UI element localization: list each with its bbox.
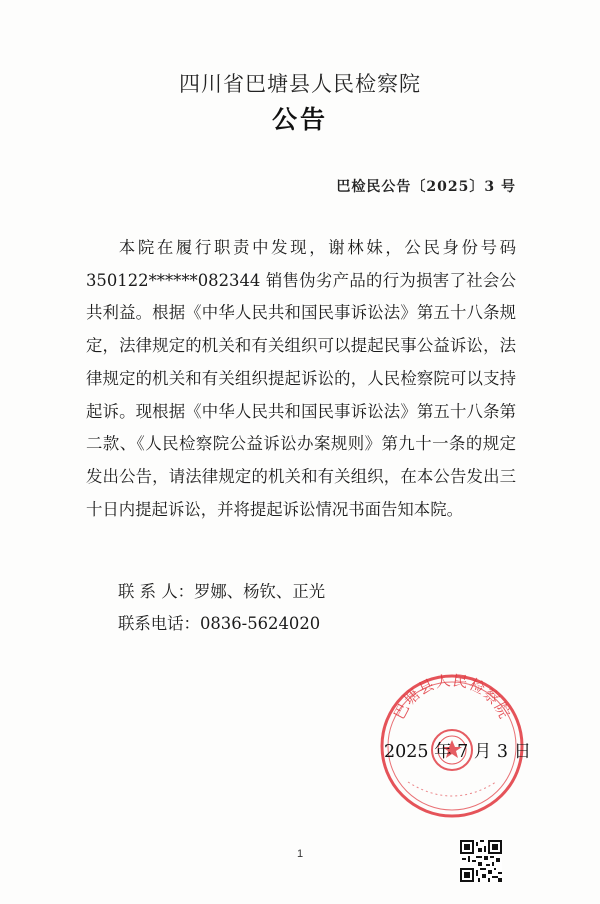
seal-text: 巴塘县人民检察院: [389, 672, 515, 723]
qr-code-icon: [460, 840, 502, 882]
document-number: 巴检民公告〔2025〕3 号: [336, 179, 516, 195]
contact-person-label: 联 系 人：: [118, 582, 194, 601]
announcement-body: 本院在履行职责中发现，谢林妹，公民身份号码350122******082344 销售伪劣产品的行为损害了社会公共利益。根据《中华人民共和国民事诉讼法》第五十八条规定，法律规定的机关和有关组织可以提起民事公益诉讼，法律规定的机关和有关组织提起诉讼的，人民检察院可以支持起诉。现根据《中华人民共和国民事诉讼法》第五十八条第二款、《人民检察院公益诉讼办案规则》第九十一条的规定发出公告，请法律规定的机关和有关组织，在本公告发出三十日内提起诉讼，并将提起诉讼情况书面告知本院。: [86, 238, 516, 519]
page-number: 1: [296, 848, 304, 860]
contact-phone-label: 联系电话：: [118, 614, 200, 633]
contact-person-line: [118, 578, 325, 602]
document-title: 公告: [271, 105, 328, 134]
contact-phone-line: [118, 610, 320, 634]
signature-date: 2025 年 7 月 3 日: [384, 742, 532, 762]
svg-text:巴塘县人民检察院: [390, 672, 514, 722]
contact-phone-value: 0836-5624020: [199, 614, 321, 633]
issuing-organization: 四川省巴塘县人民检察院: [179, 72, 421, 96]
contact-person-value: 罗娜、杨钦、正光: [193, 582, 326, 601]
